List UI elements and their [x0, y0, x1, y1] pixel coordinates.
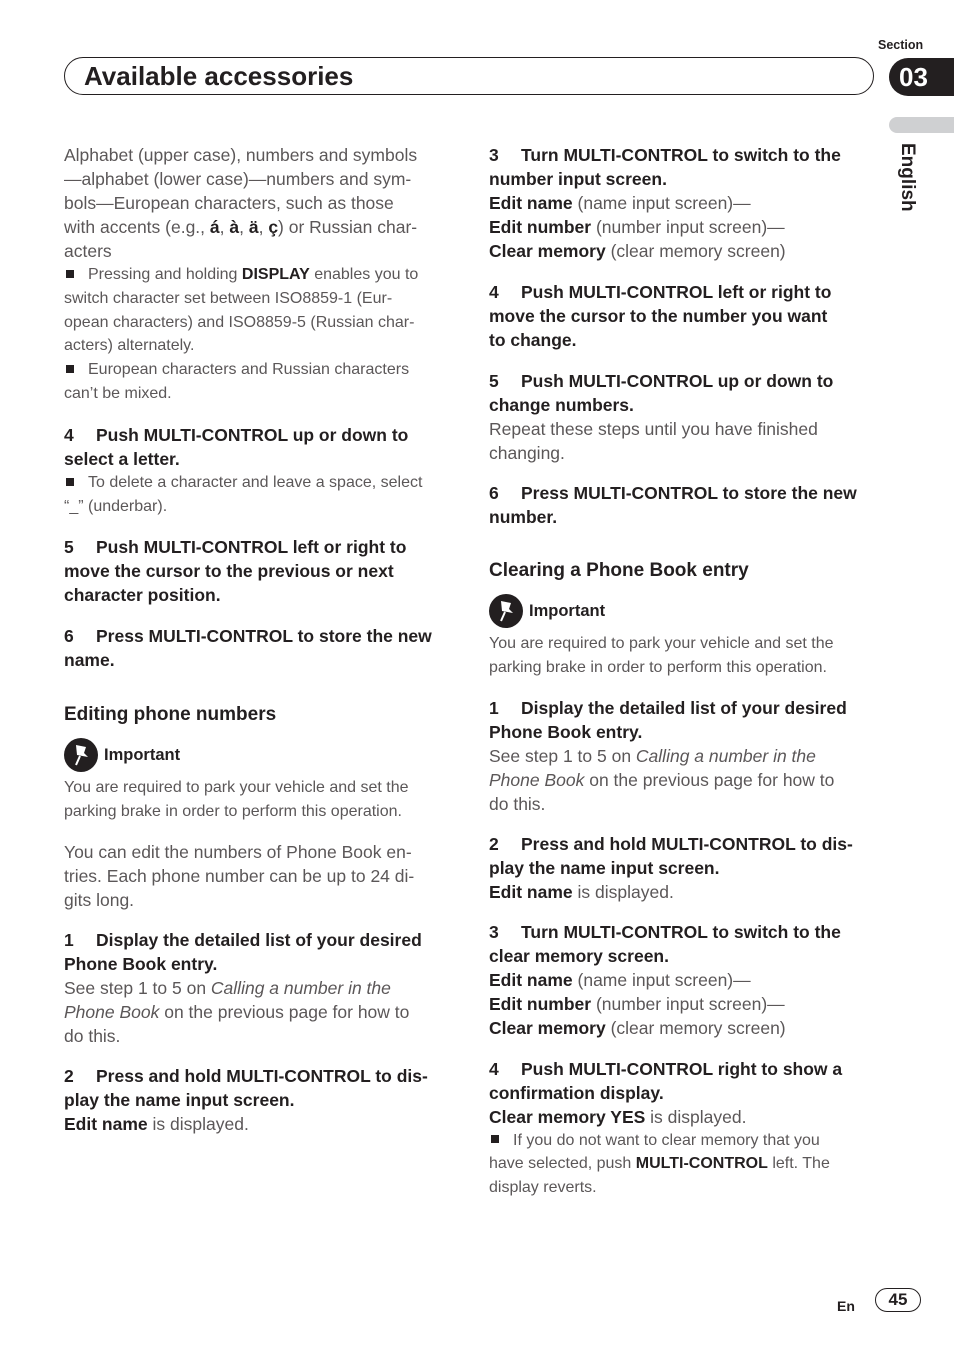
edit-step-1-body [64, 976, 454, 1048]
step-number: 4 [489, 282, 499, 302]
step-text: Push MULTI-CONTROL left or right to [96, 537, 407, 558]
step-number: 5 [64, 537, 74, 558]
edit-step-2 [64, 1064, 454, 1112]
intro-paragraph [64, 143, 454, 263]
important-line: parking brake in order to perform this operation. [489, 658, 827, 676]
note-line: display reverts. [489, 1179, 597, 1197]
body-text: Repeat these steps until you have finished [489, 419, 818, 439]
step-text: play the name input screen. [64, 1089, 295, 1110]
bullet-icon [66, 478, 74, 486]
step-text: change numbers. [489, 395, 634, 415]
screen-name: Edit name [489, 193, 573, 213]
body-text: on the previous page for how to [584, 769, 835, 790]
paragraph-line: You can edit the numbers of Phone Book en- [64, 841, 412, 862]
screen-name: Edit name [489, 881, 573, 902]
cross-reference: Calling a number in the [635, 745, 816, 766]
step-text: name. [64, 650, 115, 671]
step-text: to change. [489, 330, 577, 350]
step-number: 6 [489, 483, 499, 503]
intro-line: acters [64, 241, 112, 261]
step-number: 1 [64, 929, 74, 950]
step-number: 2 [489, 833, 499, 854]
body-text: on the previous page for how to [159, 1001, 410, 1022]
edit-step-1 [64, 928, 454, 976]
accent-char: à [229, 217, 240, 237]
step-text: Phone Book entry. [64, 953, 218, 974]
step-text: Phone Book entry. [489, 721, 643, 742]
screen-name: Edit name [489, 969, 573, 990]
screen-name: Edit name [64, 1113, 148, 1134]
body-text: See step 1 to 5 on [489, 745, 636, 766]
step-text: move the cursor to the previous or next [64, 561, 394, 582]
clear-step-1-body [489, 744, 879, 816]
step-text: clear memory screen. [489, 945, 669, 966]
screen-name: Clear memory YES [489, 1106, 646, 1127]
step-text: Press MULTI-CONTROL to store the new [521, 483, 857, 503]
note-text: have selected, push [489, 1155, 636, 1173]
number-step-4 [489, 280, 879, 352]
paragraph-line: tries. Each phone number can be up to 24 di- [64, 865, 415, 886]
intro-line: —alphabet (lower case)—numbers and sym- [64, 169, 412, 189]
separator: , [239, 217, 249, 237]
body-text: (name input screen)— [572, 193, 751, 213]
step-text: Display the detailed list of your desired [521, 697, 847, 718]
step-text: Display the detailed list of your desired [96, 929, 422, 950]
step-text: Push MULTI-CONTROL left or right to [521, 282, 832, 302]
note-text: European characters and Russian characters [88, 361, 410, 379]
step-number: 4 [64, 424, 74, 445]
important-pin-icon [64, 738, 98, 772]
step-number: 5 [489, 371, 499, 391]
edit-paragraph [64, 840, 454, 912]
bullet-icon [66, 270, 74, 278]
page-number: 45 [875, 1288, 921, 1312]
left-column [64, 143, 454, 1136]
body-text: is displayed. [645, 1106, 747, 1127]
body-text: is displayed. [147, 1113, 249, 1134]
body-text: (clear memory screen) [605, 241, 786, 261]
section-number-badge: 03 [889, 58, 954, 96]
step-text: select a letter. [64, 448, 180, 469]
important-notice [64, 738, 454, 772]
important-text [489, 632, 879, 680]
note-line: can’t be mixed. [64, 384, 172, 402]
paragraph-line: gits long. [64, 889, 135, 910]
body-text: See step 1 to 5 on [64, 977, 211, 998]
number-step-5 [489, 369, 879, 417]
note-display-toggle [64, 263, 454, 406]
screen-name: Edit number [489, 217, 592, 237]
important-pin-icon [489, 594, 523, 628]
right-column [489, 143, 879, 1200]
clear-step-4 [489, 1057, 879, 1105]
separator: , [219, 217, 230, 237]
note-line: “_” (underbar). [64, 497, 168, 515]
step-number: 4 [489, 1058, 499, 1079]
important-notice [489, 594, 879, 628]
step-number: 3 [489, 145, 499, 165]
important-line: You are required to park your vehicle and set the [64, 779, 409, 797]
body-text: (number input screen)— [591, 217, 785, 237]
footer-language: En [837, 1298, 855, 1314]
step-text: play the name input screen. [489, 857, 720, 878]
step-number: 2 [64, 1065, 74, 1086]
number-step-5-body [489, 417, 879, 465]
page-title: Available accessories [84, 61, 354, 91]
clear-step-4-body [489, 1105, 879, 1129]
section-heading: Editing phone numbers [64, 704, 277, 726]
note-line: acters) alternately. [64, 337, 195, 355]
note-revert [489, 1129, 879, 1200]
step-5 [64, 535, 454, 607]
button-name: DISPLAY [241, 266, 310, 283]
body-text: (name input screen)— [572, 969, 751, 990]
edit-step-2-body [64, 1112, 454, 1136]
important-text [64, 776, 454, 824]
step-text: character position. [64, 585, 221, 606]
step-text: Push MULTI-CONTROL right to show a [521, 1058, 843, 1079]
step-text: Press and hold MULTI-CONTROL to dis- [96, 1065, 428, 1086]
accent-char: ç [268, 217, 279, 237]
note-text: To delete a character and leave a space, select [88, 473, 423, 491]
accent-char: á [209, 217, 220, 237]
step-4 [64, 423, 454, 471]
step-text: Push MULTI-CONTROL up or down to [521, 371, 834, 391]
note-delete-space [64, 471, 454, 519]
step-6 [64, 624, 454, 672]
body-text: (clear memory screen) [605, 1017, 786, 1038]
clear-step-1 [489, 696, 879, 744]
cross-reference: Calling a number in the [210, 977, 391, 998]
button-name: MULTI-CONTROL [635, 1155, 768, 1173]
screen-sequence [489, 191, 879, 263]
step-text: Push MULTI-CONTROL up or down to [96, 424, 409, 445]
bullet-icon [491, 1135, 499, 1143]
step-text: move the cursor to the number you want [489, 306, 828, 326]
section-label: Section [878, 38, 924, 52]
step-number: 1 [489, 697, 499, 718]
clear-step-2-body [489, 880, 879, 904]
step-text: number input screen. [489, 169, 667, 189]
note-line: opean characters) and ISO8859-5 (Russian char- [64, 313, 415, 331]
intro-line [64, 215, 454, 239]
intro-text: ) or Russian char- [278, 217, 418, 237]
step-text: Turn MULTI-CONTROL to switch to the [521, 921, 841, 942]
step-text: confirmation display. [489, 1082, 664, 1103]
section-heading: Clearing a Phone Book entry [489, 560, 749, 581]
note-text: If you do not want to clear memory that you [513, 1131, 820, 1149]
language-label: English [897, 143, 918, 212]
note-text: enables you to [309, 266, 419, 283]
note-text: left. The [767, 1155, 830, 1173]
important-line: You are required to park your vehicle and set the [489, 635, 834, 652]
bullet-icon [66, 365, 74, 373]
clear-step-2 [489, 832, 879, 880]
accent-char: ä [248, 217, 259, 237]
screen-name: Clear memory [489, 1017, 606, 1038]
cross-reference: Phone Book [489, 769, 585, 790]
important-label: Important [529, 602, 606, 620]
step-text: number. [489, 507, 558, 527]
body-text: (number input screen)— [591, 993, 785, 1014]
body-text: changing. [489, 443, 565, 463]
step-number: 3 [489, 921, 499, 942]
note-text: Pressing and holding [88, 266, 242, 283]
important-label: Important [104, 746, 181, 765]
number-step-6 [489, 481, 879, 529]
step-text: Turn MULTI-CONTROL to switch to the [521, 145, 841, 165]
body-text: do this. [64, 1025, 121, 1046]
screen-name: Clear memory [489, 241, 606, 261]
body-text: do this. [489, 793, 546, 814]
intro-line: Alphabet (upper case), numbers and symbols [64, 145, 418, 165]
step-text: Press and hold MULTI-CONTROL to dis- [521, 833, 853, 854]
clear-screen-sequence [489, 968, 879, 1040]
step-number: 6 [64, 626, 74, 647]
intro-line: bols—European characters, such as those [64, 193, 394, 213]
separator: , [258, 217, 269, 237]
cross-reference: Phone Book [64, 1001, 160, 1022]
intro-text: with accents (e.g., [64, 217, 210, 237]
important-line: parking brake in order to perform this operation. [64, 803, 402, 821]
step-text: Press MULTI-CONTROL to store the new [96, 626, 432, 647]
screen-name: Edit number [489, 993, 592, 1014]
clear-step-3 [489, 920, 879, 968]
language-tab [889, 117, 954, 133]
number-step-3 [489, 143, 879, 191]
body-text: is displayed. [572, 881, 674, 902]
note-line: switch character set between ISO8859-1 (Eur- [64, 289, 393, 307]
